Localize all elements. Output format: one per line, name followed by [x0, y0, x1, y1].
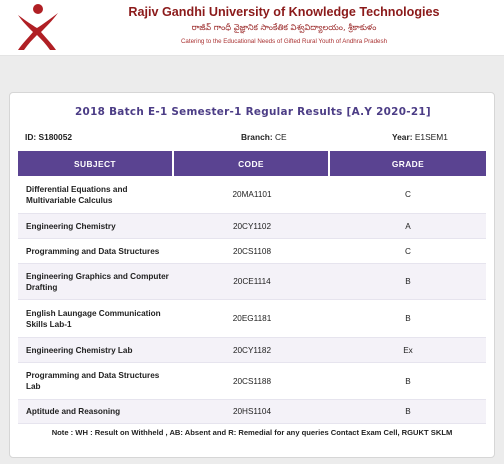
- grade-cell: B: [405, 407, 411, 416]
- table-row: [18, 176, 486, 214]
- table-row: [18, 400, 486, 424]
- student-id: [25, 132, 72, 142]
- university-name: Rajiv Gandhi University of Knowledge Technologies: [128, 5, 440, 19]
- branch-value: CE: [274, 132, 287, 142]
- grade-cell: Ex: [403, 345, 413, 355]
- table-row: [18, 363, 486, 400]
- table-row: [18, 338, 486, 363]
- subject-cell: Engineering Chemistry Lab: [26, 345, 133, 355]
- grade-cell: C: [405, 190, 411, 199]
- subject-cell: Engineering Graphics and Computer Drafting: [26, 271, 169, 292]
- subject-cell: Programming and Data Structures Lab: [26, 371, 160, 391]
- university-logo-icon: [12, 1, 62, 51]
- grade-cell: B: [405, 314, 411, 323]
- grade-cell: A: [405, 221, 411, 231]
- subject-cell: Differential Equations and Multivariable Calculus: [26, 184, 128, 205]
- student-branch: [241, 132, 287, 142]
- grade-cell: B: [405, 376, 411, 386]
- table-row: [18, 214, 486, 239]
- column-header-subject: SUBJECT: [18, 151, 174, 176]
- code-cell: 20CE1114: [233, 277, 271, 286]
- university-name-telugu: రాజీవ్ గాంధీ వైజ్ఞానిక సాంకేతిక విశ్వవిద్యాలయం, శ్రీకాకుళం: [191, 22, 377, 32]
- subject-cell: Programming and Data Structures: [26, 246, 160, 256]
- student-info-row: [9, 127, 495, 149]
- code-cell: 20CY1182: [232, 345, 272, 355]
- code-cell: 20MA1101: [232, 190, 272, 199]
- year-value: E1SEM1: [414, 132, 448, 142]
- results-title: 2018 Batch E-1 Semester-1 Regular Results [A.Y 2020-21]: [75, 106, 431, 118]
- code-cell: 20CS1188: [232, 376, 272, 386]
- results-note: Note : WH : Result on Withheld , AB: Absent and R: Remedial for any queries Contact Exam Cell, RGUKT SKLM: [51, 428, 453, 437]
- code-cell: 20EG1181: [232, 314, 272, 323]
- column-header-grade: GRADE: [391, 158, 425, 169]
- grade-cell: B: [405, 277, 411, 286]
- subject-cell: English Laungage Communication Skills Lab-1: [26, 308, 161, 329]
- table-row: [18, 300, 486, 338]
- grade-cell: C: [405, 246, 411, 256]
- university-tagline: Catering to the Educational Needs of Gifted Rural Youth of Andhra Pradesh: [180, 38, 388, 45]
- code-cell: 20HS1104: [232, 407, 272, 416]
- results-table: [18, 151, 486, 424]
- site-header: [0, 0, 504, 56]
- code-cell: 20CS1108: [232, 246, 272, 256]
- subject-cell: Engineering Chemistry: [26, 221, 116, 231]
- subject-cell: Aptitude and Reasoning: [26, 407, 121, 416]
- table-header: [18, 151, 486, 176]
- table-row: [18, 239, 486, 264]
- branch-label: Branch:: [241, 132, 273, 142]
- student-id-label: ID:: [25, 132, 37, 142]
- year-label: Year:: [392, 132, 413, 142]
- student-year: [392, 132, 448, 142]
- student-id-value: S180052: [38, 132, 73, 142]
- code-cell: 20CY1102: [232, 221, 272, 231]
- column-header-code: CODE: [174, 151, 330, 176]
- table-row: [18, 264, 486, 300]
